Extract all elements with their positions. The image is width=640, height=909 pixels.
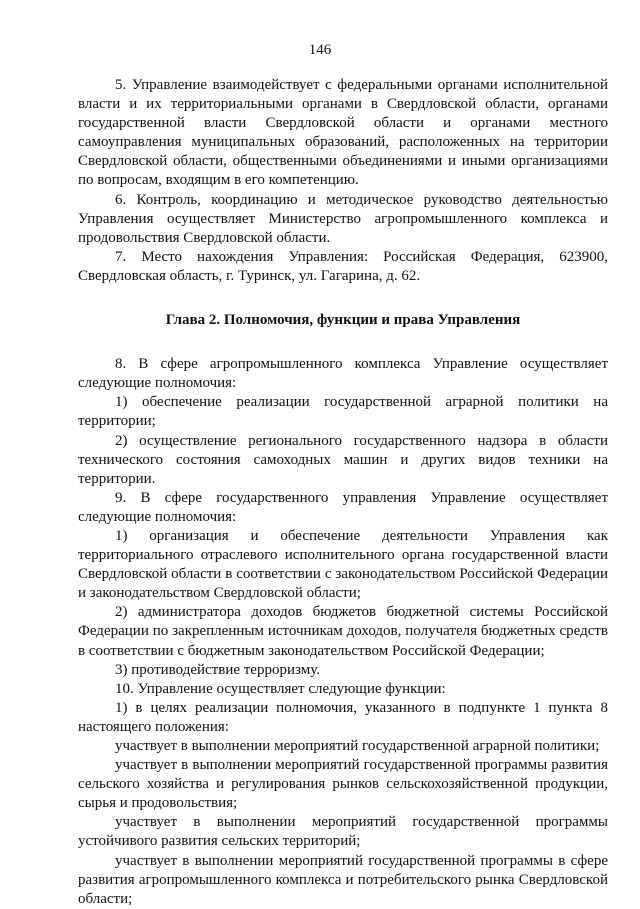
paragraph-9: 9. В сфере государственного управления Управление осуществляет следующие полномочия: <box>78 489 608 525</box>
paragraph-8-item-2: 2) осуществление регионального государственного надзора в области технического состояния самоходных машин и других видов техники на территории. <box>78 432 608 487</box>
function-item-3: участвует в выполнении мероприятий государственной программы устойчивого развития сельских территорий; <box>78 814 608 850</box>
function-item-4: участвует в выполнении мероприятий государственной программы в сфере развития агропромышленного комплекса и потребительского рынка Свердловской области; <box>78 852 608 907</box>
page-number: 146 <box>308 42 332 58</box>
paragraph-5: 5. Управление взаимодействует с федеральными органами исполнительной власти и их территориальными органами в Свердловской области, органами государственной власти Свердловской области и органами местного самоуправления муниципальных образований, расположенных на территории Свердловской области, общественными объединениями и иными организациями по вопросам, входящим в его компетенцию. <box>78 77 608 189</box>
function-item-2: участвует в выполнении мероприятий государственной программы развития сельского хозяйства и регулирования рынков сельскохозяйственной продукции, сырья и продовольствия; <box>78 757 608 812</box>
paragraph-9-item-2: 2) администратора доходов бюджетов бюджетной системы Российской Федерации по закрепленным источникам доходов, получателя бюджетных средств в соответствии с бюджетным законодательством Российской Федерации; <box>78 604 608 659</box>
paragraph-6: 6. Контроль, координацию и методическое руководство деятельностью Управления осуществляет Министерство агропромышленного комплекса и продовольствия Свердловской области. <box>78 191 608 246</box>
paragraph-10: 10. Управление осуществляет следующие функции: <box>115 680 446 697</box>
paragraph-8-item-1: 1) обеспечение реализации государственной аграрной политики на территории; <box>78 394 608 430</box>
paragraph-7: 7. Место нахождения Управления: Российская Федерация, 623900, Свердловская область, г. Туринск, ул. Гагарина, д. 62. <box>78 248 608 284</box>
function-item-1: участвует в выполнении мероприятий государственной аграрной политики; <box>115 738 600 754</box>
chapter-title: Глава 2. Полномочия, функции и права Управления <box>165 312 521 329</box>
document-body <box>78 76 608 909</box>
paragraph-9-item-1: 1) организация и обеспечение деятельности Управления как территориального отраслевого исполнительного органа государственной власти Свердловской области в соответствии с законодательством Российской Федерации и законодательством Свердловской области; <box>78 527 608 602</box>
paragraph-10-item-1: 1) в целях реализации полномочия, указанного в подпункте 1 пункта 8 настоящего положения: <box>78 699 608 735</box>
paragraph-9-item-3: 3) противодействие терроризму. <box>115 661 320 678</box>
paragraph-8: 8. В сфере агропромышленного комплекса Управление осуществляет следующие полномочия: <box>78 356 608 392</box>
